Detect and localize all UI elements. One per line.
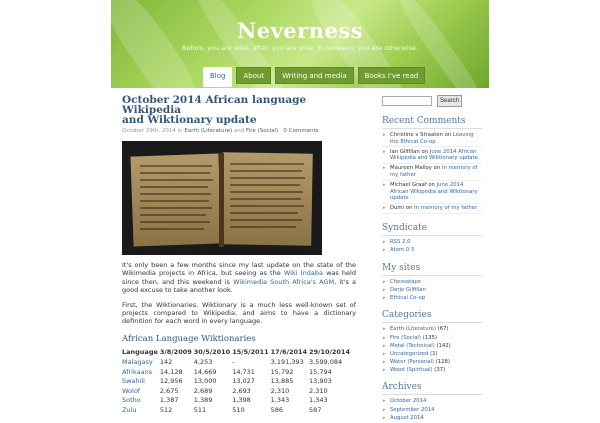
meta-and: and [233,128,245,134]
table-header-row [122,348,352,358]
list-item [382,367,482,374]
table-row [122,386,352,396]
comment-post-link[interactable]: In memory of my father [414,205,478,212]
p1-text-c: , it's a good excuse to take another look. [122,277,356,295]
comment-post-link[interactable]: In memory of my father [390,165,478,178]
rss-link[interactable]: RSS 2.0 [390,238,411,245]
main-content [122,95,356,415]
table-row [122,367,352,377]
category-count: (142) [436,342,451,349]
col-header: 3/8/2009 [159,347,192,356]
recent-comments-title: Recent Comments [382,116,482,129]
page-wrapper [111,0,489,421]
comment-on: on [433,165,441,172]
atom-link[interactable]: Atom 0.3 [390,247,415,254]
comments-link[interactable]: 0 Comments [283,128,319,134]
list-item [382,205,482,214]
list-item [382,287,482,294]
table-cell: - [232,358,235,367]
table-cell: 2,310 [309,386,328,395]
search-form [382,95,482,107]
list-item [382,415,482,422]
comment-post-link[interactable]: June 2014 African Wikipedia and Wiktionary update [390,148,478,162]
list-item [382,165,482,180]
site-tagline: Before, you are wise. after, you are wise. In between, you are otherwise. [181,44,419,52]
tab-writing-and-media[interactable]: Writing and media [275,67,353,84]
sidebar [382,95,482,423]
recent-comments-list [382,132,482,214]
table-cell: 13,903 [309,377,332,386]
list-item [382,279,482,286]
site-header [111,0,489,88]
archive-link[interactable]: August 2014 [390,414,424,421]
table-row [122,396,352,406]
table-cell: 587 [309,405,322,414]
wikimedia-sa-agm-link[interactable]: Wikimedia South Africa's AGM [233,277,335,286]
table-cell: 142 [159,358,173,367]
table-cell: 3,599,084 [309,358,343,367]
wiktionary-table [122,348,352,415]
category-link[interactable]: Metal (Technical) [390,342,435,349]
table-cell: 510 [232,405,245,414]
comment-author: Ian Gilfillan [390,148,420,155]
language-link[interactable]: Malagasy [122,358,153,367]
archive-link[interactable]: October 2014 [390,398,427,405]
table-cell: 4,253 [193,358,213,367]
category-link[interactable]: Wood (Spiritual) [390,366,433,373]
table-cell: 2,675 [159,386,179,395]
table-row [122,377,352,387]
list-item [382,359,482,366]
comment-on: on [405,205,413,212]
table-cell: 15,792 [270,367,294,376]
table-cell: 1,343 [309,396,328,405]
category-count: (135) [422,334,437,341]
comment-on: on [428,182,435,189]
table-cell: 1,398 [232,396,251,405]
site-link[interactable]: Chessatape [390,278,422,285]
table-cell: 13,885 [270,377,294,386]
table-cell: 2,693 [232,386,251,395]
table-cell: 14,128 [159,367,183,376]
comment-on: on [421,148,429,155]
list-item [382,247,482,254]
manuscript-book-image [122,141,322,255]
table-cell: 14,669 [193,367,217,376]
table-row [122,358,352,368]
table-cell: 1,389 [193,396,213,405]
table-cell: 14,731 [232,367,255,376]
p1-text-a: It's only been a few months since my last update on the state of the Wikimedia projects in Africa, but seeing as the [122,261,356,278]
list-item [382,407,482,414]
comment-on: on [444,132,452,138]
category-count: (67) [437,326,449,333]
comment-author: Dumi [390,205,405,212]
post-title-line-2[interactable]: and Wiktionary update [122,114,257,126]
list-item [382,335,482,342]
site-title[interactable]: Neverness [237,18,363,43]
archives-list [382,398,482,421]
table-cell: 511 [193,405,207,414]
language-link[interactable]: Zulu [122,405,137,414]
list-item [382,398,482,405]
tab-about[interactable]: About [236,67,271,84]
post-title-line-1[interactable]: October 2014 African language Wikipedia [122,94,307,116]
comment-author: Maureen Malloy [390,165,432,172]
list-item [382,149,482,164]
col-header: Language [122,347,158,356]
search-input[interactable] [382,96,432,106]
list-item [382,295,482,302]
col-header: 15/5/2011 [232,347,269,356]
table-row [122,405,352,415]
language-link[interactable]: Wolof [122,386,141,395]
comment-author: Michael Graaf [390,182,427,189]
archive-link[interactable]: September 2014 [390,406,435,413]
main-nav [203,67,425,87]
table-cell: 15,794 [309,367,332,376]
category-link[interactable]: Fire (Social) [390,334,421,341]
table-cell: 1,387 [159,396,179,405]
table-cell: 13,027 [232,377,255,386]
language-link[interactable]: Sotho [122,396,141,405]
col-header: 17/6/2014 [270,347,308,356]
my-sites-title: My sites [382,263,482,276]
post-title[interactable] [122,95,356,125]
category-link[interactable]: Uncategorized [390,350,429,357]
search-button[interactable]: Search [437,95,462,107]
table-cell: 13,000 [193,377,217,386]
table-cell: 2,310 [270,386,290,395]
comment-post-link[interactable]: Leaving the Ethical Co-op [390,132,474,145]
table-cell: 2,689 [193,386,213,395]
my-sites-list [382,279,482,302]
table-cell: 512 [159,405,173,414]
category-link[interactable]: Water (Personal) [390,358,434,365]
tab-blog[interactable]: Blog [203,67,232,87]
comment-author: Christine v Straaten [390,132,443,138]
list-item [382,351,482,358]
list-item [382,326,482,333]
table-heading: African Language Wiktionaries [122,333,256,344]
col-header: 29/10/2014 [309,347,350,356]
post-paragraph-2: First, the Wiktionaries. Wiktionary is a much less well-known set of projects compared to Wikipedia, and aims to have a dictionary definition for each word in every language. [122,300,356,326]
comment-post-link[interactable]: June 2014 African Wikipedia and Wiktionary update [390,182,478,202]
meta-separator: · [279,128,282,134]
table-cell: 3,191,393 [270,358,304,367]
wiki-indaba-link[interactable]: Wiki Indaba [283,269,323,278]
list-item [382,182,482,204]
category-link-fire[interactable]: Fire (Social) [246,128,279,134]
archives-title: Archives [382,382,482,395]
table-cell: 12,956 [159,377,183,386]
post-meta [122,128,356,134]
site-link[interactable]: Dorje Gilfillan [390,286,426,293]
table-cell: 586 [270,405,284,414]
syndicate-list [382,239,482,254]
list-item [382,239,482,246]
language-link[interactable]: Swahili [122,377,145,386]
col-header: 30/5/2010 [193,347,231,356]
syndicate-title: Syndicate [382,223,482,236]
tab-books-read[interactable]: Books I've read [358,67,426,84]
category-link[interactable]: Earth (Literature) [390,326,436,333]
p1-text-b: was held since then, and this weekend is [122,269,356,286]
category-count: (128) [435,358,450,365]
category-link-earth[interactable]: Earth (Literature) [184,128,233,134]
table-cell: 1,343 [270,396,290,405]
category-count: (1) [430,350,438,357]
language-link[interactable]: Afrikaans [122,367,153,376]
site-link[interactable]: Ethical Co-op [390,294,426,301]
list-item [382,132,482,147]
category-count: (37) [434,366,446,373]
list-item [382,343,482,350]
categories-title: Categories [382,310,482,323]
categories-list [382,326,482,373]
post-paragraph-1 [122,261,356,295]
post-date: October 29th, 2014 in [122,128,183,134]
